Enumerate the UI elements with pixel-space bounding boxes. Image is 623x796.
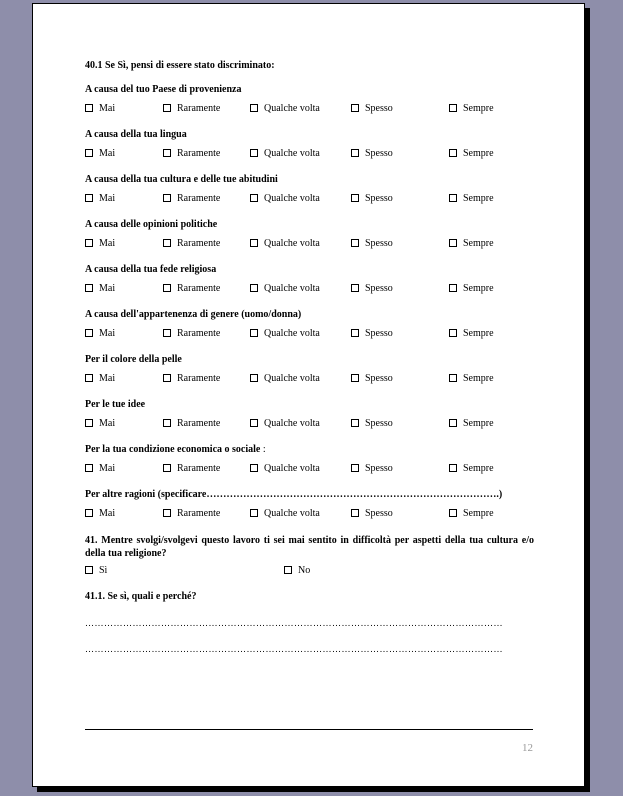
checkbox[interactable]: [449, 104, 457, 112]
subquestion-label: A causa della tua fede religiosa: [85, 264, 217, 275]
checkbox[interactable]: [163, 284, 171, 292]
option-raramente[interactable]: Raramente: [163, 506, 220, 520]
checkbox[interactable]: [85, 374, 93, 382]
option-mai[interactable]: Mai: [85, 146, 115, 160]
option-mai[interactable]: Mai: [85, 101, 115, 115]
subquestion-label: Per le tue idee: [85, 399, 146, 410]
checkbox[interactable]: [163, 419, 171, 427]
options-row: [85, 326, 534, 340]
checkbox[interactable]: [449, 239, 457, 247]
checkbox[interactable]: [250, 284, 258, 292]
option-mai[interactable]: Mai: [85, 461, 115, 475]
option-raramente[interactable]: Raramente: [163, 416, 220, 430]
option-qualche-volta[interactable]: Qualche volta: [250, 416, 320, 430]
checkbox[interactable]: [351, 374, 359, 382]
checkbox[interactable]: [85, 149, 93, 157]
subquestion-label: Per altre ragioni (specificare…………………………………………………………………………….): [85, 489, 503, 500]
checkbox[interactable]: [85, 239, 93, 247]
options-row: [85, 191, 534, 205]
checkbox[interactable]: [284, 566, 292, 574]
checkbox[interactable]: [163, 239, 171, 247]
option-raramente[interactable]: Raramente: [163, 461, 220, 475]
option-mai[interactable]: Mai: [85, 416, 115, 430]
checkbox[interactable]: [351, 419, 359, 427]
checkbox[interactable]: [85, 329, 93, 337]
checkbox[interactable]: [85, 464, 93, 472]
option-sempre[interactable]: Sempre: [449, 191, 494, 205]
subquestion-label: A causa dell'appartenenza di genere (uomo/donna): [85, 309, 302, 320]
options-row: [85, 461, 534, 475]
option-raramente[interactable]: Raramente: [163, 101, 220, 115]
option-sempre[interactable]: Sempre: [449, 326, 494, 340]
checkbox[interactable]: [351, 284, 359, 292]
checkbox[interactable]: [250, 239, 258, 247]
checkbox[interactable]: [351, 464, 359, 472]
option-sempre[interactable]: Sempre: [449, 461, 494, 475]
options-row: [85, 101, 534, 115]
option-spesso[interactable]: Spesso: [351, 371, 393, 385]
option-raramente[interactable]: Raramente: [163, 281, 220, 295]
question-40-1-heading: 40.1 Se Sì, pensi di essere stato discriminato:: [85, 60, 275, 71]
checkbox[interactable]: [449, 374, 457, 382]
checkbox[interactable]: [85, 284, 93, 292]
question-41-1: 41.1. Se sì, quali e perché?: [85, 591, 197, 602]
subquestion-label: Per la tua condizione economica o sociale :: [85, 444, 266, 455]
option-sempre[interactable]: Sempre: [449, 416, 494, 430]
option-sempre[interactable]: Sempre: [449, 236, 494, 250]
checkbox[interactable]: [449, 419, 457, 427]
option-qualche-volta[interactable]: Qualche volta: [250, 506, 320, 520]
option-mai[interactable]: Mai: [85, 281, 115, 295]
option-qualche-volta[interactable]: Qualche volta: [250, 146, 320, 160]
checkbox[interactable]: [449, 464, 457, 472]
answers-41-row: [85, 563, 534, 577]
option-spesso[interactable]: Spesso: [351, 416, 393, 430]
option-mai[interactable]: Mai: [85, 236, 115, 250]
checkbox[interactable]: [250, 509, 258, 517]
option-qualche-volta[interactable]: Qualche volta: [250, 236, 320, 250]
checkbox[interactable]: [351, 194, 359, 202]
options-row: [85, 146, 534, 160]
option-qualche-volta[interactable]: Qualche volta: [250, 461, 320, 475]
checkbox[interactable]: [85, 509, 93, 517]
checkbox[interactable]: [163, 194, 171, 202]
checkbox[interactable]: [351, 329, 359, 337]
subquestion-label: A causa del tuo Paese di provenienza: [85, 84, 242, 95]
checkbox[interactable]: [250, 374, 258, 382]
option-qualche-volta[interactable]: Qualche volta: [250, 101, 320, 115]
option-mai[interactable]: Mai: [85, 506, 115, 520]
checkbox[interactable]: [351, 149, 359, 157]
checkbox[interactable]: [351, 104, 359, 112]
checkbox[interactable]: [250, 419, 258, 427]
options-row: [85, 281, 534, 295]
checkbox[interactable]: [250, 104, 258, 112]
checkbox[interactable]: [163, 329, 171, 337]
option-spesso[interactable]: Spesso: [351, 281, 393, 295]
option-qualche-volta[interactable]: Qualche volta: [250, 191, 320, 205]
option-qualche-volta[interactable]: Qualche volta: [250, 281, 320, 295]
option-spesso[interactable]: Spesso: [351, 146, 393, 160]
checkbox[interactable]: [85, 566, 93, 574]
subquestion-label: Per il colore della pelle: [85, 354, 182, 365]
checkbox[interactable]: [449, 284, 457, 292]
option-spesso[interactable]: Spesso: [351, 236, 393, 250]
checkbox[interactable]: [163, 464, 171, 472]
checkbox[interactable]: [163, 374, 171, 382]
option-spesso[interactable]: Spesso: [351, 191, 393, 205]
option-qualche-volta[interactable]: Qualche volta: [250, 326, 320, 340]
option-raramente[interactable]: Raramente: [163, 236, 220, 250]
checkbox[interactable]: [449, 329, 457, 337]
option-spesso[interactable]: Spesso: [351, 326, 393, 340]
checkbox[interactable]: [163, 149, 171, 157]
checkbox[interactable]: [449, 509, 457, 517]
option-raramente[interactable]: Raramente: [163, 146, 220, 160]
question-41: 41. Mentre svolgi/svolgevi questo lavoro ti sei mai sentito in difficoltà per aspetti della tua cultura e/o della tua religione?: [85, 535, 534, 559]
answer-line[interactable]: ……………………………………………………………………………………………………………………: [85, 618, 503, 628]
option-spesso[interactable]: Spesso: [351, 101, 393, 115]
checkbox[interactable]: [250, 329, 258, 337]
option-raramente[interactable]: Raramente: [163, 371, 220, 385]
checkbox[interactable]: [449, 194, 457, 202]
option-sempre[interactable]: Sempre: [449, 146, 494, 160]
option-mai[interactable]: Mai: [85, 371, 115, 385]
option-sempre[interactable]: Sempre: [449, 281, 494, 295]
document-page: [32, 3, 585, 787]
option-sempre[interactable]: Sempre: [449, 506, 494, 520]
options-row: [85, 371, 534, 385]
option-mai[interactable]: Mai: [85, 326, 115, 340]
checkbox[interactable]: [250, 149, 258, 157]
checkbox[interactable]: [85, 104, 93, 112]
subquestion-label: A causa delle opinioni politiche: [85, 219, 218, 230]
option-spesso[interactable]: Spesso: [351, 506, 393, 520]
answer-si[interactable]: Sì: [85, 563, 107, 577]
options-row: [85, 416, 534, 430]
subquestion-label: A causa della tua lingua: [85, 129, 187, 140]
answer-no[interactable]: No: [284, 563, 310, 577]
option-qualche-volta[interactable]: Qualche volta: [250, 371, 320, 385]
option-raramente[interactable]: Raramente: [163, 191, 220, 205]
checkbox[interactable]: [250, 194, 258, 202]
options-row: [85, 236, 534, 250]
options-row: [85, 506, 534, 520]
subquestion-label: A causa della tua cultura e delle tue abitudini: [85, 174, 278, 185]
answer-line[interactable]: ……………………………………………………………………………………………………………………: [85, 644, 503, 654]
page-number: 12: [522, 742, 533, 754]
checkbox[interactable]: [351, 509, 359, 517]
footer-rule: [85, 729, 533, 730]
checkbox[interactable]: [85, 194, 93, 202]
option-sempre[interactable]: Sempre: [449, 371, 494, 385]
checkbox[interactable]: [449, 149, 457, 157]
checkbox[interactable]: [163, 509, 171, 517]
checkbox[interactable]: [351, 239, 359, 247]
checkbox[interactable]: [85, 419, 93, 427]
option-sempre[interactable]: Sempre: [449, 101, 494, 115]
option-mai[interactable]: Mai: [85, 191, 115, 205]
option-spesso[interactable]: Spesso: [351, 461, 393, 475]
checkbox[interactable]: [163, 104, 171, 112]
checkbox[interactable]: [250, 464, 258, 472]
option-raramente[interactable]: Raramente: [163, 326, 220, 340]
